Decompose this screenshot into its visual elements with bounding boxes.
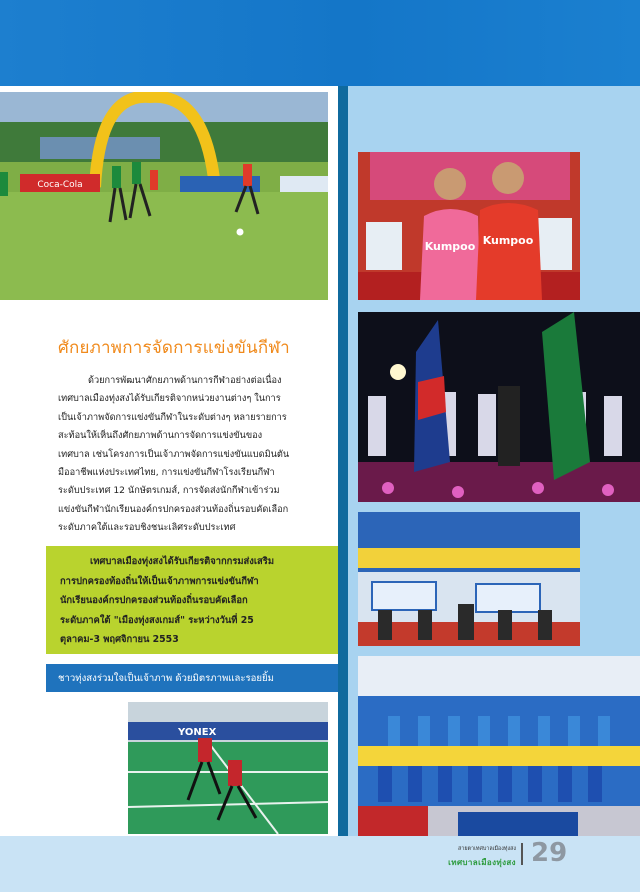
- body-line: ระดับภาคใต้และรอบชิงชนะเลิศระดับประเทศ: [58, 522, 236, 534]
- highlight-line: การปกครองท้องถิ่นให้เป็นเจ้าภาพการแข่งขันกีฬา: [60, 575, 259, 587]
- award-ceremony-photo: [358, 152, 580, 300]
- article-body: [58, 372, 336, 538]
- body-line: เป็นเจ้าภาพจัดการแข่งขันกีฬาในระดับต่างๆ หลายรายการ: [58, 411, 287, 423]
- page-number: 29: [531, 838, 568, 868]
- body-line: เทศบาล เช่นโครงการเป็นเจ้าภาพจัดการแข่งขันแบดมินตัน: [58, 448, 290, 460]
- check-presentation-photo: [358, 512, 580, 646]
- body-line: เทศบาลเมืองทุ่งสงได้รับเกียรติจากหน่วยงานต่างๆ ในการ: [58, 393, 281, 405]
- footer-divider: [521, 843, 523, 865]
- yonex-banner-text: YONEX: [178, 727, 217, 738]
- top-color-band: [0, 0, 640, 86]
- footer-org-name: เทศบาลเมืองทุ่งสง: [448, 858, 516, 867]
- caption-bar: ชาวทุ่งสงร่วมใจเป็นเจ้าภาพ ด้วยมิตรภาพและรอยยิ้ม: [46, 664, 338, 692]
- coca-cola-ad: Coca-Cola: [37, 180, 83, 190]
- column-divider: [338, 86, 348, 836]
- badminton-court-photo: [128, 702, 328, 834]
- body-line: สะท้อนให้เห็นถึงศักยภาพด้านการจัดการแข่งขันของ: [58, 430, 263, 442]
- highlight-line: ตุลาคม-3 พฤศจิกายน 2553: [60, 634, 179, 646]
- section-heading: ศักยภาพการจัดการแข่งขันกีฬา: [58, 338, 290, 358]
- highlight-line: ระดับภาคใต้ "เมืองทุ่งสงเกมส์" ระหว่างวันที่ 25: [60, 614, 254, 626]
- football-match-photo: [0, 92, 328, 300]
- kumpoo-shirt-2: Kumpoo: [482, 234, 534, 247]
- footer-org-small: สายตาเทศบาลเมืองทุ่งสง: [458, 846, 516, 852]
- body-line: ด้วยการพัฒนาศักยภาพด้านการกีฬาอย่างต่อเนื่อง: [88, 375, 282, 386]
- kumpoo-shirt-1: Kumpoo: [424, 240, 476, 253]
- highlight-line: เทศบาลเมืองทุ่งสงได้รับเกียรติจากกรมส่งเสริม: [90, 556, 274, 567]
- highlight-box: [46, 546, 338, 654]
- flag-ceremony-photo: [358, 312, 640, 502]
- body-line: ระดับประเทศ 12 นักษัตรเกมส์, การจัดส่งนักกีฬาเข้าร่วม: [58, 485, 280, 497]
- body-line: แข่งขันกีฬานักเรียนองค์กรปกครองส่วนท้องถิ่นรอบคัดเลือก: [58, 503, 289, 515]
- team-group-photo: [358, 656, 640, 836]
- highlight-line: นักเรียนองค์กรปกครองส่วนท้องถิ่นรอบคัดเลือก: [60, 595, 248, 607]
- body-line: มืออาชีพแห่งประเทศไทย, การแข่งขันกีฬาโรงเรียนกีฬา: [58, 467, 275, 479]
